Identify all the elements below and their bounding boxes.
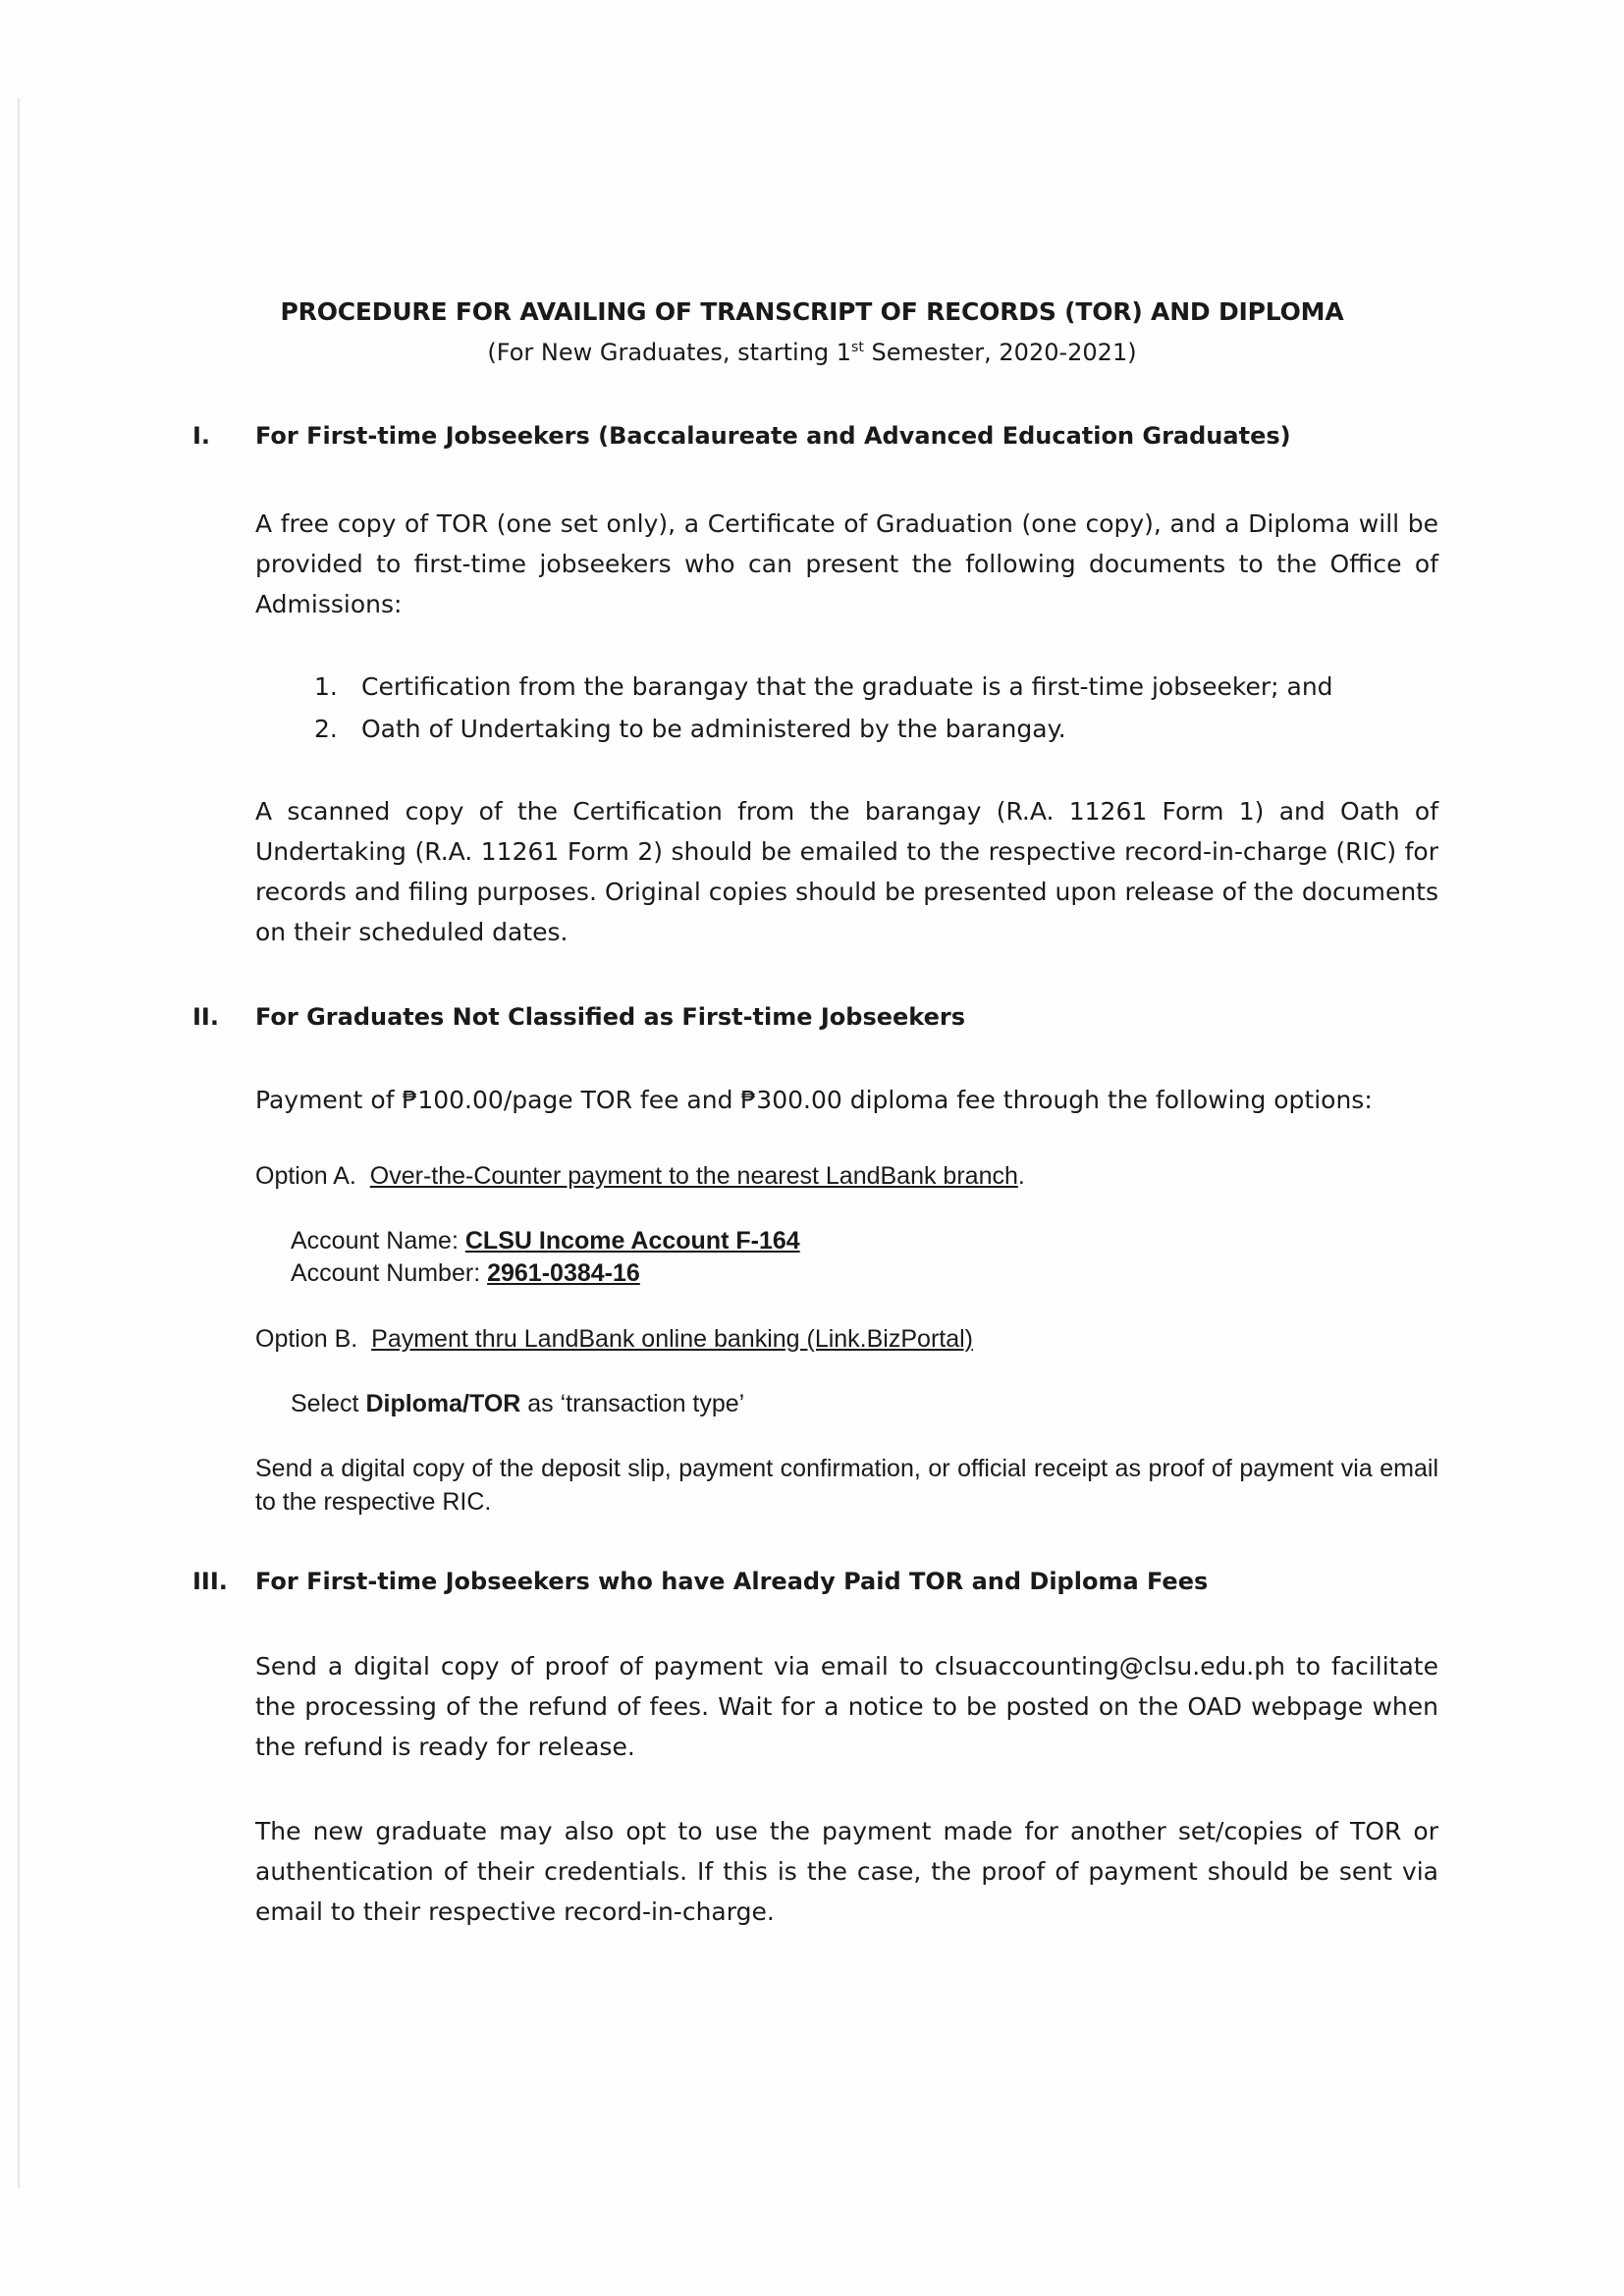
option-a-text: Over-the-Counter payment to the nearest LandBank branch xyxy=(369,1162,1018,1190)
proof-of-payment-text: Send a digital copy of the deposit slip, payment confirmation, or official receipt as proof of payment via email to the respective RIC. xyxy=(255,1455,1438,1516)
page-title: PROCEDURE FOR AVAILING OF TRANSCRIPT OF RECORDS (TOR) AND DIPLOMA xyxy=(280,297,1344,326)
account-name-line xyxy=(291,1227,800,1255)
section-3-heading: For First-time Jobseekers who have Already Paid TOR and Diploma Fees xyxy=(255,1568,1209,1595)
select-before: Select xyxy=(291,1390,359,1417)
list-item xyxy=(314,666,1333,708)
option-a-line xyxy=(255,1162,1025,1191)
list-text: Certification from the barangay that the graduate is a first-time jobseeker; and xyxy=(361,672,1333,701)
section-3-para-1: Send a digital copy of proof of payment via email to clsuaccounting@clsu.edu.ph to facilitate the processing of the refund of fees. Wait for a notice to be posted on the OAD webpage when the refund is ready for release. xyxy=(255,1652,1438,1761)
section-1-intro: A free copy of TOR (one set only), a Certificate of Graduation (one copy), and a Diploma will be provided to first-time jobseekers who can present the following documents to the Office of Admissions: xyxy=(255,509,1438,618)
option-b-text: Payment thru LandBank online banking (Link.BizPortal) xyxy=(371,1325,973,1353)
list-number: 2. xyxy=(314,715,338,743)
list-item xyxy=(314,708,1333,750)
subtitle-sup: st xyxy=(851,340,864,355)
option-b-label: Option B. xyxy=(255,1325,358,1353)
section-1-closing: A scanned copy of the Certification from the barangay (R.A. 11261 Form 1) and Oath of Undertaking (R.A. 11261 Form 2) should be emailed to the respective record-in-charge (RIC) for records and filing purposes. Original copies should be presented upon release of the documents on their scheduled dates. xyxy=(255,797,1438,946)
scan-edge-line xyxy=(18,98,20,2188)
section-1-list xyxy=(314,666,1333,750)
section-3-para-2: The new graduate may also opt to use the payment made for another set/copies of TOR or authentication of their credentials. If this is the case, the proof of payment should be sent via email to their respective record-in-charge. xyxy=(255,1817,1438,1926)
list-text: Oath of Undertaking to be administered by the barangay. xyxy=(361,715,1066,743)
transaction-type-line xyxy=(291,1390,744,1418)
section-1-numeral: I. xyxy=(192,422,211,450)
account-number-value: 2961-0384-16 xyxy=(487,1259,640,1287)
account-name-value: CLSU Income Account F-164 xyxy=(464,1227,800,1255)
option-a-punct: . xyxy=(1017,1162,1025,1190)
payment-fees-text: Payment of ₱100.00/page TOR fee and ₱300.00 diploma fee through the following options: xyxy=(255,1086,1373,1114)
account-number-line xyxy=(291,1259,640,1288)
select-bold: Diploma/TOR xyxy=(365,1390,521,1417)
option-a-label: Option A. xyxy=(255,1162,356,1190)
section-1-heading: For First-time Jobseekers (Baccalaureate and Advanced Education Graduates) xyxy=(255,422,1291,450)
list-number: 1. xyxy=(314,672,338,701)
section-3-numeral: III. xyxy=(192,1568,228,1595)
subtitle-before: (For New Graduates, starting 1 xyxy=(487,339,852,366)
account-number-label: Account Number: xyxy=(291,1259,481,1287)
option-b-line xyxy=(255,1325,973,1354)
account-name-label: Account Name: xyxy=(291,1227,459,1255)
page-subtitle xyxy=(0,339,1624,366)
section-2-numeral: II. xyxy=(192,1003,219,1031)
section-2-heading: For Graduates Not Classified as First-time Jobseekers xyxy=(255,1003,966,1031)
select-after: as ‘transaction type’ xyxy=(527,1390,745,1417)
subtitle-after: Semester, 2020-2021) xyxy=(863,339,1137,366)
